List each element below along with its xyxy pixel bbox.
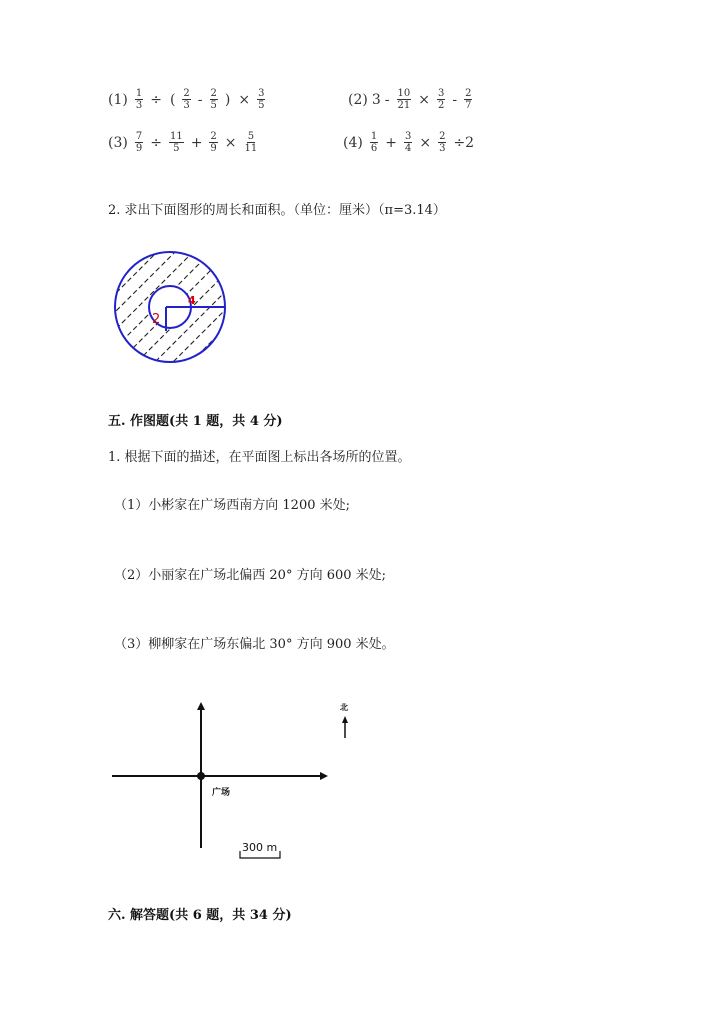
calc-problem-4	[343, 131, 478, 154]
item-1: （1）小彬家在广场西南方向 1200 米处;	[114, 498, 350, 513]
operator: ×	[418, 91, 430, 108]
plaza-label: 广场	[212, 788, 231, 798]
operator: ×	[419, 134, 432, 151]
item-3: （3）柳柳家在广场东偏北 30° 方向 900 米处。	[114, 637, 395, 652]
operator: ÷	[150, 134, 162, 151]
fraction: $\frac{2}{5}$	[210, 88, 217, 111]
scale-label: 300 m	[242, 841, 278, 854]
paren: )	[224, 91, 231, 108]
problem-label: (4)	[343, 134, 363, 151]
operator: -	[384, 91, 390, 108]
section-6-heading: 六. 解答题(共 6 题，共 34 分)	[108, 908, 292, 923]
inner-radius-label: 2	[152, 312, 161, 327]
fraction: $\frac{2}{3}$	[183, 88, 190, 111]
fraction: $\frac{7}{9}$	[135, 131, 143, 154]
operator: +	[190, 134, 203, 151]
question-2: 2. 求出下面图形的周长和面积。（单位：厘米）（π=3.14）	[108, 203, 446, 218]
plaza-point	[197, 772, 205, 780]
operator: ×	[224, 134, 237, 151]
east-arrowhead	[320, 772, 328, 780]
paren: (	[169, 91, 176, 108]
fraction: $\frac{1}{3}$	[135, 88, 143, 111]
fraction: $\frac{2}{3}$	[439, 131, 446, 154]
fraction: $\frac{1}{6}$	[370, 131, 378, 154]
operator: +	[385, 134, 397, 151]
operator: ÷2	[453, 134, 475, 151]
operator: ÷	[150, 91, 162, 108]
calc-problem-1	[108, 88, 268, 111]
map-diagram	[108, 696, 368, 866]
north-indicator-arrowhead	[342, 716, 348, 723]
number: 3	[371, 91, 381, 108]
question-5-1: 1. 根据下面的描述，在平面图上标出各场所的位置。	[108, 450, 411, 465]
fraction: $\frac{5}{11}$	[244, 131, 258, 154]
fraction: $\frac{3}{4}$	[404, 131, 412, 154]
fraction: $\frac{11}{5}$	[169, 131, 183, 154]
item-2: （2）小丽家在广场北偏西 20° 方向 600 米处;	[114, 568, 387, 583]
fraction: $\frac{3}{2}$	[437, 88, 445, 111]
operator: ×	[238, 91, 251, 108]
fraction: $\frac{10}{21}$	[397, 88, 411, 111]
fraction: $\frac{2}{7}$	[465, 88, 472, 111]
north-arrowhead	[197, 702, 205, 710]
north-label: 北	[340, 703, 348, 712]
problem-label: (3)	[108, 134, 128, 151]
fraction: $\frac{2}{9}$	[210, 131, 217, 154]
outer-radius-label: 4	[188, 294, 196, 307]
operator: -	[452, 91, 458, 108]
problem-label: (2)	[348, 91, 368, 108]
operator: -	[197, 91, 203, 108]
problem-label: (1)	[108, 91, 128, 108]
annulus-figure	[108, 245, 232, 369]
section-5-heading: 五. 作图题(共 1 题，共 4 分)	[108, 414, 283, 429]
fraction: $\frac{3}{5}$	[258, 88, 265, 111]
calc-problem-2	[348, 88, 475, 111]
calc-problem-3	[108, 131, 261, 154]
